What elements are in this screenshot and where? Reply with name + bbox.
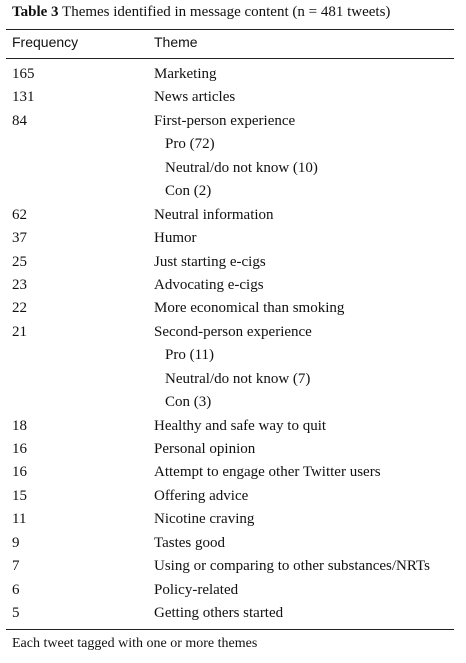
table-row xyxy=(0,275,466,298)
frequency-cell: 16 xyxy=(12,464,27,481)
theme-cell: Policy-related xyxy=(154,581,239,598)
frequency-cell: 18 xyxy=(12,417,27,434)
table-row xyxy=(0,322,466,345)
table-row xyxy=(0,533,466,556)
frequency-cell: 9 xyxy=(12,534,20,551)
theme-cell: Offering advice xyxy=(154,487,249,504)
frequency-cell: 21 xyxy=(12,323,27,340)
frequency-cell: 62 xyxy=(12,206,27,223)
frequency-cell: 11 xyxy=(12,511,27,528)
table-title-n: (n = 481 tweets) xyxy=(292,4,391,20)
table-subrow xyxy=(0,345,466,368)
frequency-cell: 23 xyxy=(12,276,27,293)
theme-cell: Healthy and safe way to quit xyxy=(154,417,327,434)
theme-cell: Advocating e-cigs xyxy=(154,276,264,293)
theme-cell: Getting others started xyxy=(154,605,284,622)
theme-cell: First-person experience xyxy=(154,112,296,129)
theme-cell: Using or comparing to other substances/NRTs xyxy=(154,558,430,575)
table-row xyxy=(0,580,466,603)
theme-cell: Just starting e-cigs xyxy=(154,253,266,270)
header-theme: Theme xyxy=(154,34,198,50)
table-row xyxy=(0,462,466,485)
table-row xyxy=(0,228,466,251)
theme-cell: Neutral/do not know (10) xyxy=(165,159,318,176)
theme-cell: Humor xyxy=(154,230,197,247)
table-row xyxy=(0,252,466,275)
theme-cell: More economical than smoking xyxy=(154,300,345,317)
theme-cell: Attempt to engage other Twitter users xyxy=(154,464,381,481)
theme-cell: Pro (11) xyxy=(165,347,215,364)
table-caption xyxy=(12,4,390,21)
table-row xyxy=(0,205,466,228)
theme-cell: Nicotine craving xyxy=(154,511,255,528)
theme-cell: Personal opinion xyxy=(154,441,256,457)
theme-cell: Neutral information xyxy=(154,206,274,223)
table-row xyxy=(0,87,466,110)
table-footnote: Each tweet tagged with one or more themes xyxy=(12,636,258,651)
frequency-cell: 22 xyxy=(12,300,27,317)
table-body xyxy=(0,64,466,627)
table-row xyxy=(0,298,466,321)
theme-cell: Tastes good xyxy=(154,534,226,551)
table-subrow xyxy=(0,134,466,157)
theme-cell: Con (2) xyxy=(165,183,212,200)
theme-cell: Marketing xyxy=(154,66,217,82)
frequency-cell: 131 xyxy=(12,89,35,106)
top-rule xyxy=(6,29,454,30)
frequency-cell: 37 xyxy=(12,230,27,247)
table-subrow xyxy=(0,392,466,415)
frequency-cell: 165 xyxy=(12,66,35,82)
table-row xyxy=(0,111,466,134)
table-label: Table 3 xyxy=(12,4,59,20)
table-row xyxy=(0,416,466,439)
table-subrow xyxy=(0,181,466,204)
table-row xyxy=(0,603,466,626)
theme-cell: Pro (72) xyxy=(165,136,215,153)
frequency-cell: 16 xyxy=(12,441,27,457)
theme-cell: Con (3) xyxy=(165,394,212,411)
frequency-cell: 15 xyxy=(12,487,27,504)
table-subrow xyxy=(0,158,466,181)
frequency-cell: 6 xyxy=(12,581,20,598)
table-row xyxy=(0,64,466,87)
frequency-cell: 25 xyxy=(12,253,27,270)
frequency-cell: 7 xyxy=(12,558,20,575)
theme-cell: News articles xyxy=(154,89,236,106)
theme-cell: Second-person experience xyxy=(154,323,312,340)
theme-cell: Neutral/do not know (7) xyxy=(165,370,311,387)
table-row xyxy=(0,556,466,579)
header-rule xyxy=(6,58,454,59)
table-row xyxy=(0,486,466,509)
bottom-rule xyxy=(6,629,454,630)
header-frequency: Frequency xyxy=(12,34,79,50)
table-subrow xyxy=(0,369,466,392)
table-title: Themes identified in message content xyxy=(62,4,289,20)
frequency-cell: 84 xyxy=(12,112,27,129)
table-row xyxy=(0,439,466,462)
frequency-cell: 5 xyxy=(12,605,20,622)
table-row xyxy=(0,509,466,532)
